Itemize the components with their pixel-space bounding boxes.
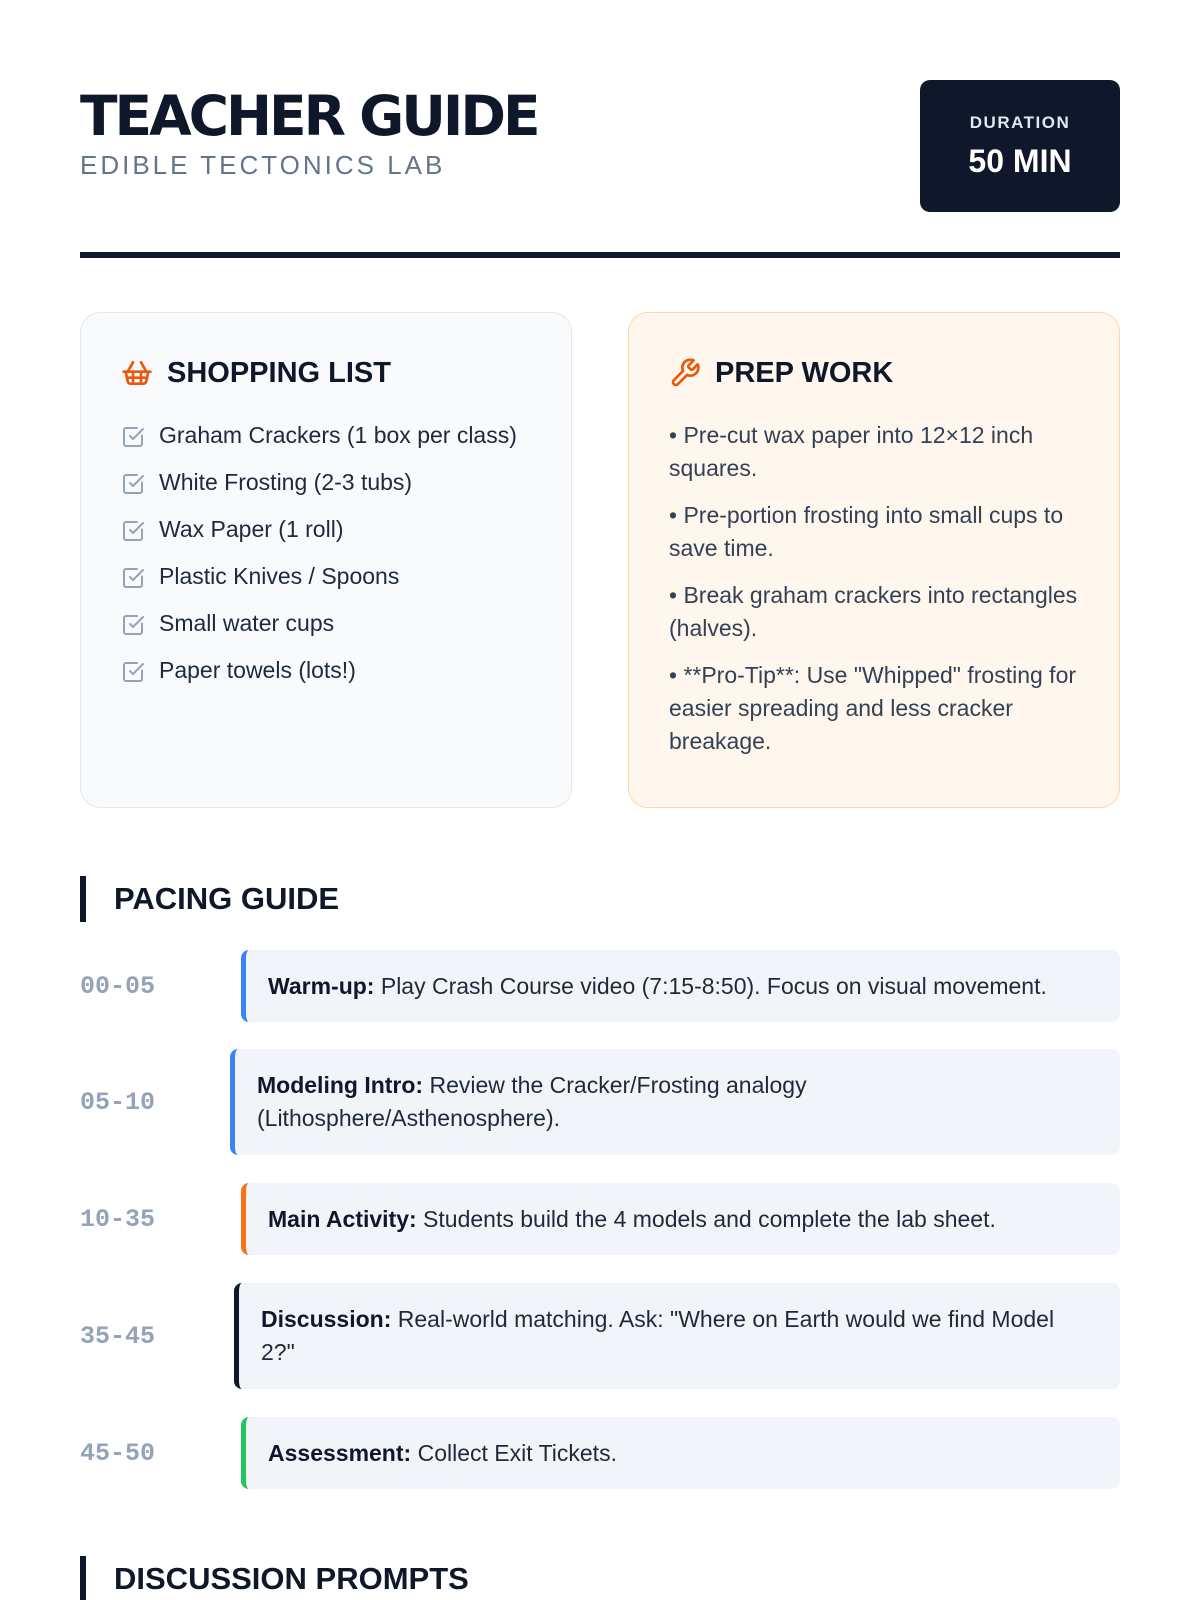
title-block (80, 80, 538, 181)
shopping-item-text: Graham Crackers (1 box per class) (159, 422, 517, 448)
pacing-time: 10-35 (80, 1204, 156, 1234)
cards-row (80, 312, 1120, 808)
pacing-time: 00-05 (80, 971, 156, 1001)
shopping-list-card (80, 312, 572, 808)
shopping-list (121, 419, 531, 687)
pacing-label: Warm-up: (268, 972, 375, 999)
prep-work-card (628, 312, 1120, 808)
basket-icon (121, 357, 153, 389)
page-title: TEACHER GUIDE (80, 84, 538, 148)
checkbox-checked-icon (121, 613, 145, 637)
shopping-item (121, 560, 531, 593)
checkbox-checked-icon (121, 472, 145, 496)
shopping-item-text: Wax Paper (1 roll) (159, 516, 344, 542)
wrench-icon (669, 357, 701, 389)
prep-work-title: PREP WORK (715, 356, 894, 389)
pacing-row (80, 950, 1120, 1022)
pacing-box (241, 1183, 1120, 1255)
pacing-label: Modeling Intro: (257, 1072, 424, 1098)
checkbox-checked-icon (121, 425, 145, 449)
pacing-time: 05-10 (80, 1087, 156, 1117)
pacing-row (80, 1049, 1120, 1155)
shopping-item-text: White Frosting (2-3 tubs) (159, 469, 413, 495)
pacing-box (234, 1283, 1120, 1389)
pacing-box (241, 950, 1120, 1022)
pacing-row (80, 1417, 1120, 1489)
duration-value: 50 MIN (968, 142, 1072, 179)
shopping-item-text: Plastic Knives / Spoons (159, 563, 400, 589)
shopping-item (121, 654, 531, 687)
pacing-time: 45-50 (80, 1438, 156, 1468)
pacing-label: Assessment: (268, 1439, 412, 1466)
discussion-prompts-heading (80, 1556, 469, 1600)
duration-label: DURATION (969, 112, 1071, 132)
checkbox-checked-icon (121, 519, 145, 543)
prep-item: • Pre-cut wax paper into 12×12 inch squares. (669, 422, 1034, 481)
prep-item: • **Pro-Tip**: Use "Whipped" frosting for easier spreading and less cracker breakage. (669, 662, 1077, 754)
duration-badge (920, 80, 1120, 212)
header (80, 80, 1120, 252)
pacing-box (241, 1417, 1120, 1489)
page-subtitle: EDIBLE TECTONICS LAB (80, 150, 446, 180)
pacing-row (80, 1183, 1120, 1255)
checkbox-checked-icon (121, 660, 145, 684)
pacing-guide-heading (80, 876, 339, 922)
shopping-item (121, 419, 531, 452)
pacing-text: Students build the 4 models and complete the lab sheet. (416, 1205, 996, 1232)
prep-list (669, 419, 1079, 758)
pacing-text: Review the Cracker/Frosting analogy (Lithosphere/Asthenosphere). (257, 1072, 807, 1131)
prep-item: • Pre-portion frosting into small cups to save time. (669, 502, 1064, 561)
shopping-list-title: SHOPPING LIST (167, 356, 391, 389)
shopping-item (121, 607, 531, 640)
shopping-item (121, 513, 531, 546)
prep-work-header (669, 353, 1079, 393)
header-divider (80, 252, 1120, 258)
pacing-box (230, 1049, 1120, 1155)
pacing-label: Main Activity: (268, 1205, 417, 1232)
pacing-row (80, 1283, 1120, 1389)
shopping-list-header (121, 353, 531, 393)
pacing-text: Real-world matching. Ask: "Where on Earth would we find Model 2?" (261, 1306, 1055, 1365)
discussion-prompts-title: DISCUSSION PROMPTS (114, 1561, 469, 1596)
shopping-item-text: Paper towels (lots!) (159, 657, 356, 683)
shopping-item-text: Small water cups (159, 610, 335, 636)
pacing-label: Discussion: (261, 1306, 392, 1332)
pacing-guide-title: PACING GUIDE (114, 881, 340, 916)
pacing-text: Collect Exit Tickets. (411, 1439, 617, 1466)
prep-item: • Break graham crackers into rectangles (halves). (669, 582, 1078, 641)
pacing-text: Play Crash Course video (7:15-8:50). Focus on visual movement. (374, 972, 1047, 999)
checkbox-checked-icon (121, 566, 145, 590)
pacing-time: 35-45 (80, 1321, 156, 1351)
shopping-item (121, 466, 531, 499)
